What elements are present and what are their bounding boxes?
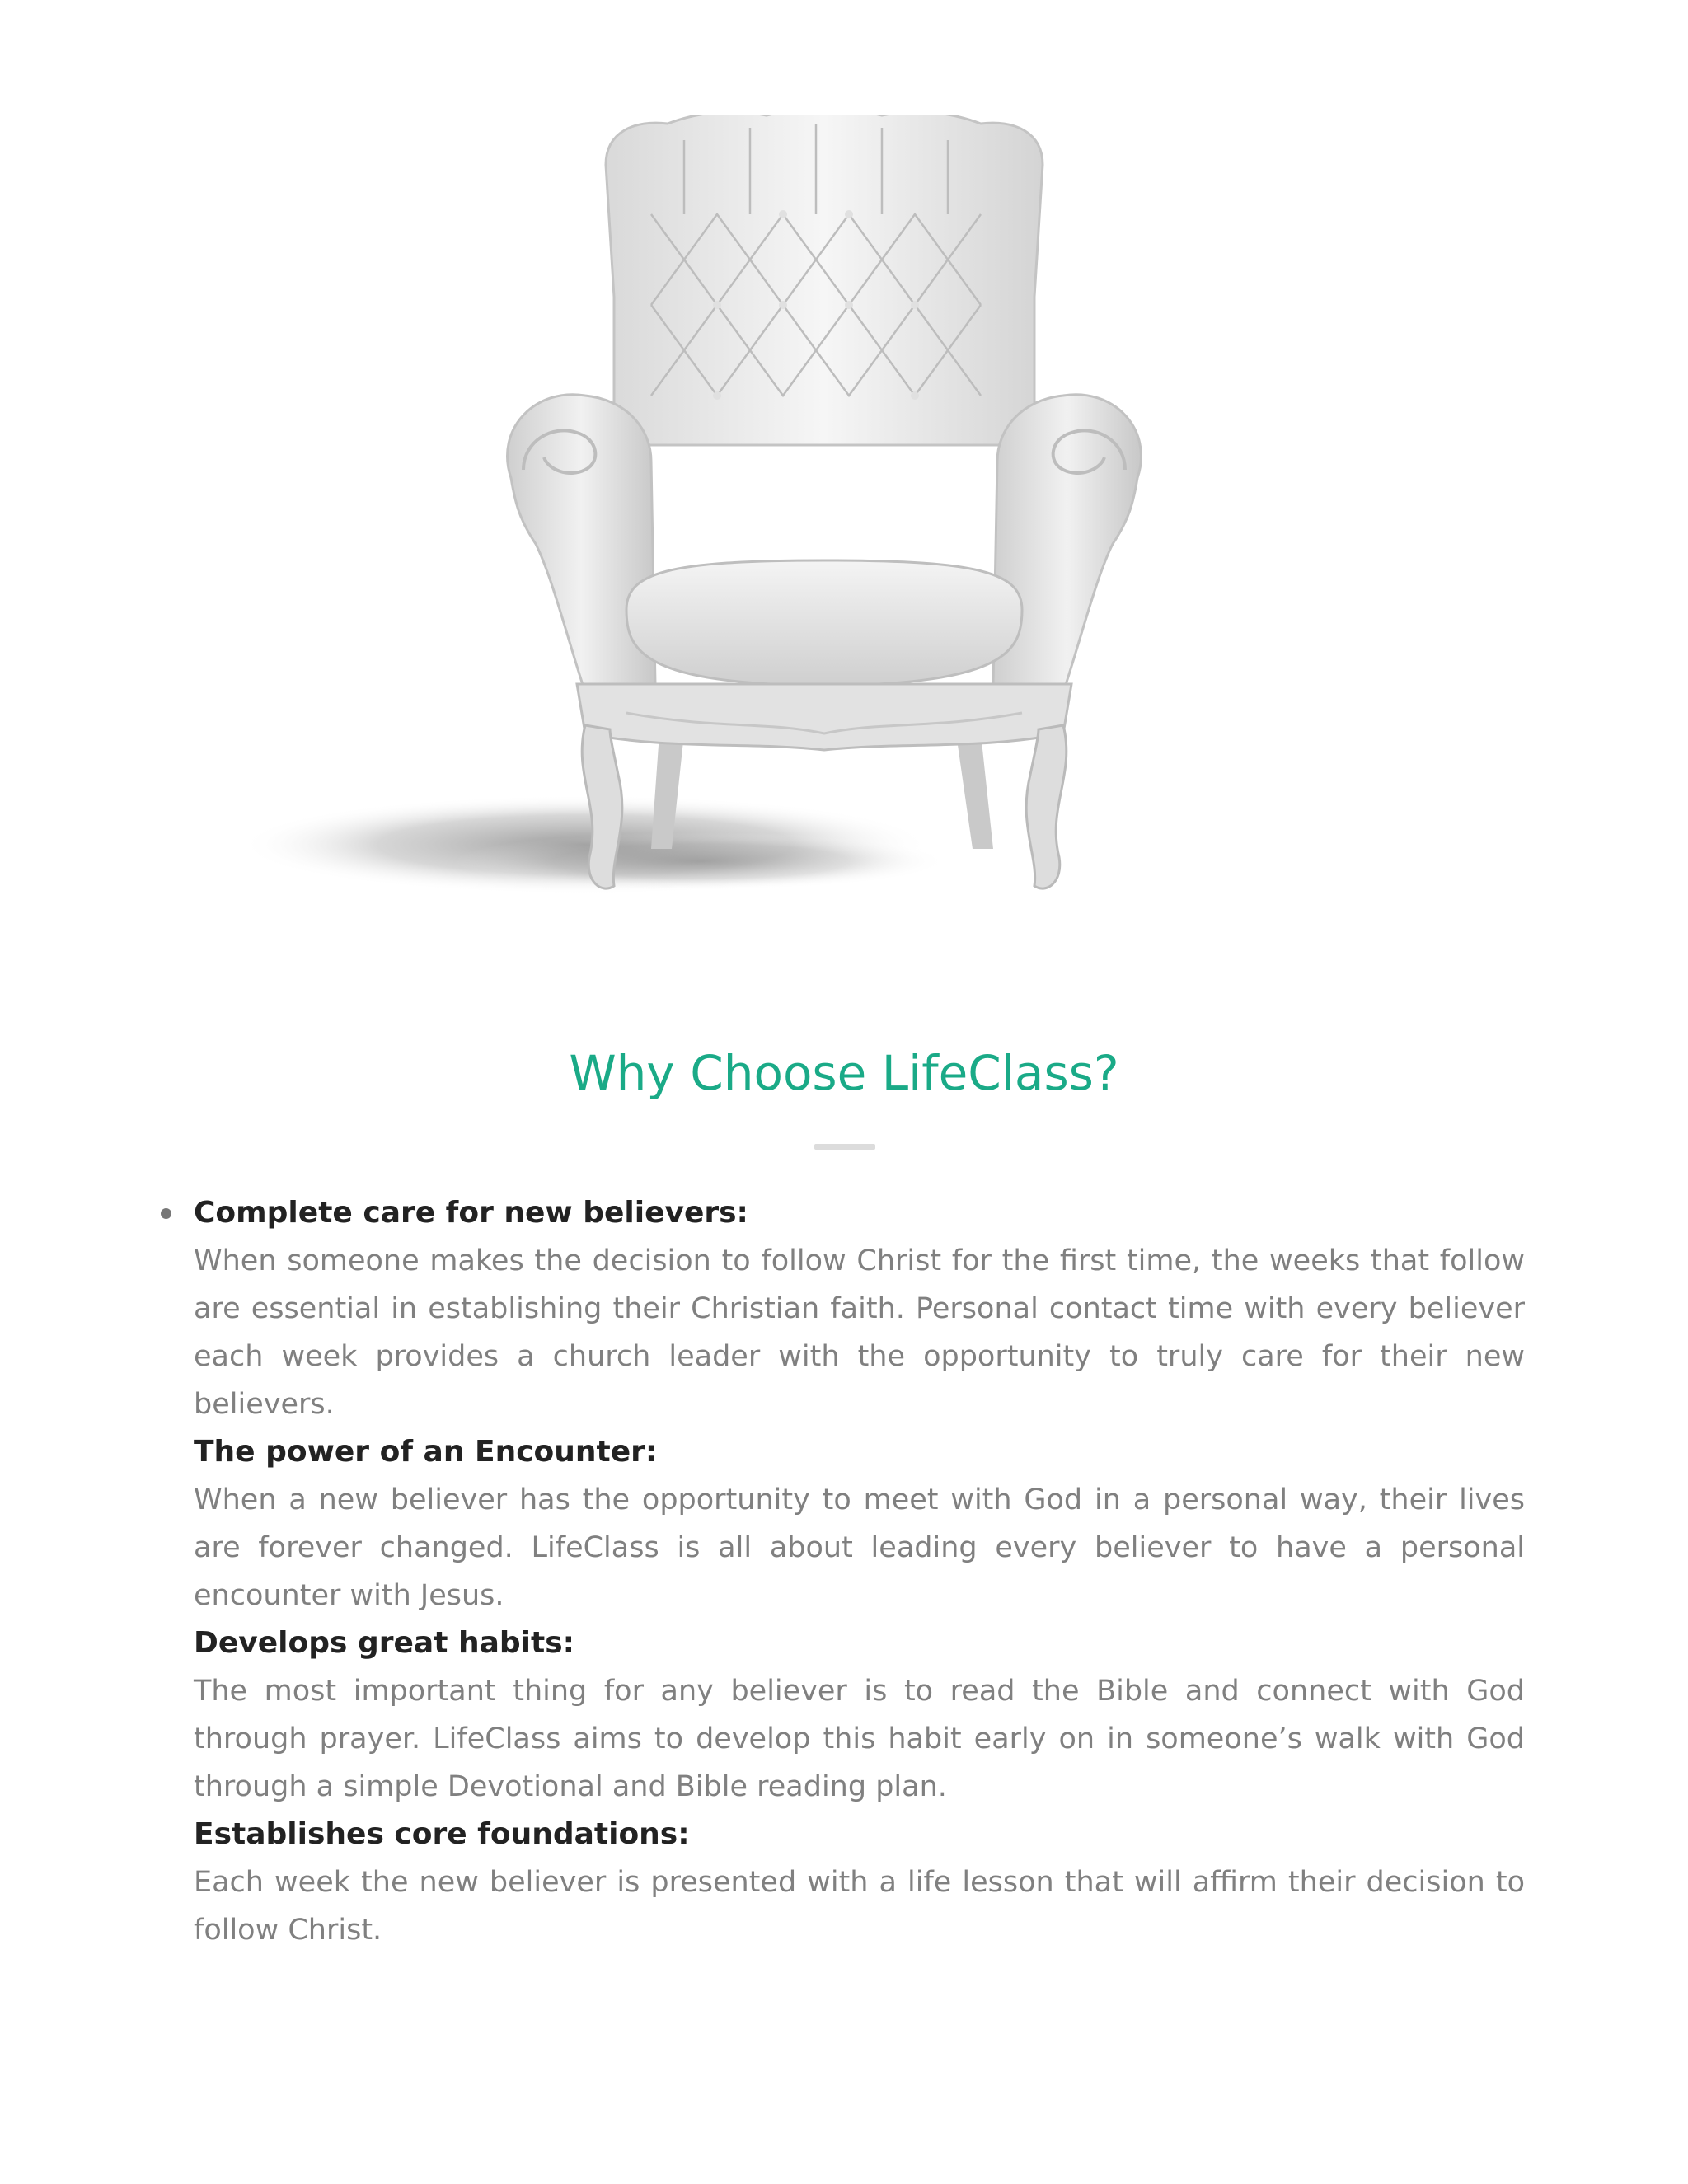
hero-image bbox=[239, 115, 1451, 940]
list-item bbox=[194, 1428, 1525, 1619]
list-item bbox=[194, 1619, 1525, 1811]
list-item bbox=[194, 1189, 1525, 1428]
title-divider bbox=[814, 1144, 875, 1150]
armchair-illustration-icon bbox=[239, 115, 1451, 940]
item-body: Each week the new believer is presented with a life lesson that will affirm their decision to follow Christ. bbox=[194, 1866, 1525, 1947]
item-heading: Establishes core foundations: bbox=[194, 1817, 690, 1851]
item-heading: Complete care for new believers: bbox=[194, 1196, 748, 1230]
item-heading: Develops great habits: bbox=[194, 1626, 575, 1660]
item-heading: The power of an Encounter: bbox=[194, 1435, 658, 1469]
list-item bbox=[194, 1811, 1525, 1954]
item-body: The most important thing for any believer is to read the Bible and connect with God through prayer. LifeClass aims to develop this habit early on in someone’s walk with God through a simple Devotional and Bible reading plan. bbox=[194, 1675, 1525, 1803]
item-body: When someone makes the decision to follow Christ for the first time, the weeks that follow are essential in establishing their Christian faith. Personal contact time with every believer each week provides a church leader with the opportunity to truly care for their new believers. bbox=[194, 1244, 1525, 1421]
section-title: Why Choose LifeClass? bbox=[569, 1045, 1119, 1101]
item-body: When a new believer has the opportunity to meet with God in a personal way, their lives are forever changed. LifeClass is all about leading every believer to have a personal encounter with Jesus. bbox=[194, 1483, 1525, 1612]
benefits-list bbox=[157, 1189, 1525, 1954]
bullet-icon bbox=[161, 1208, 171, 1219]
